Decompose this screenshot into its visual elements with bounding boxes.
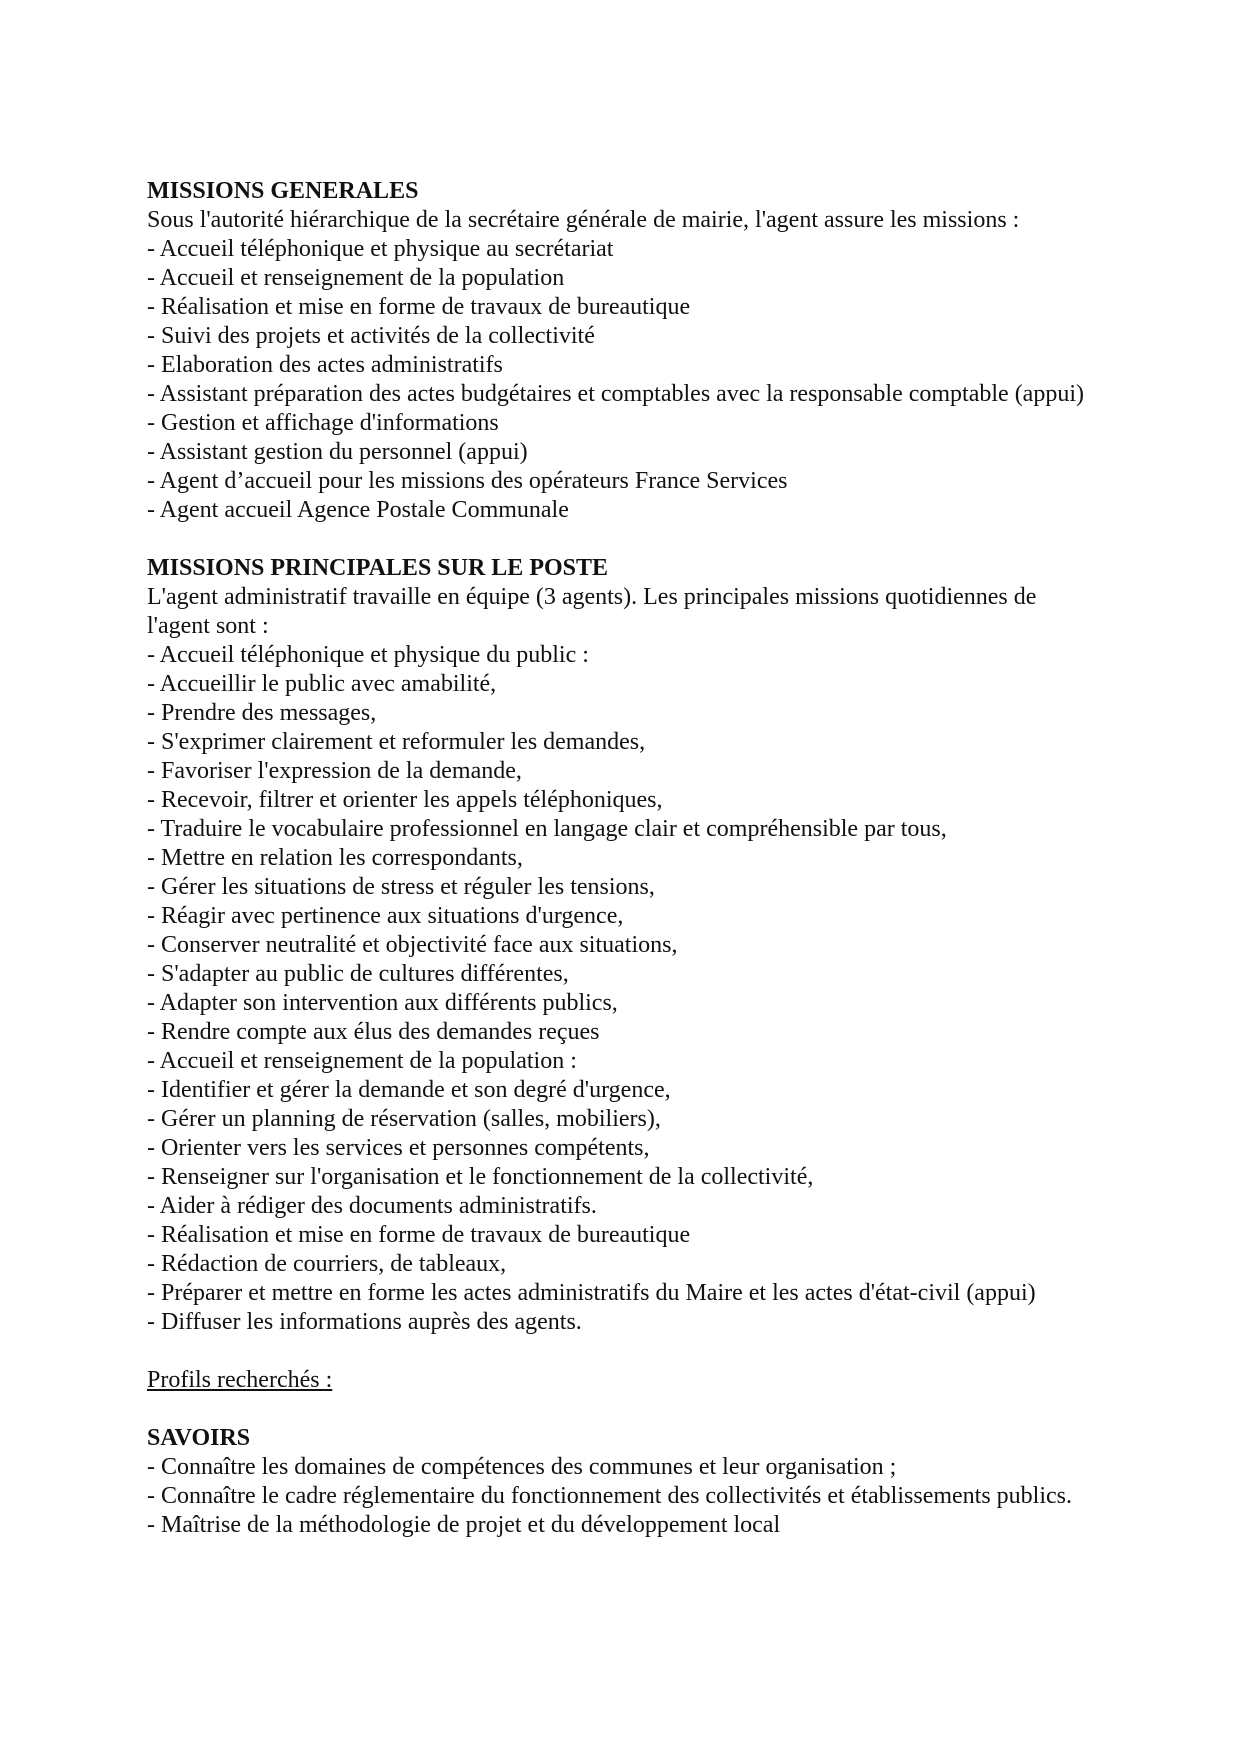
profils-recherches-label: Profils recherchés : [147, 1367, 333, 1393]
missions-principales-line: - Accueil téléphonique et physique du public : [147, 642, 589, 668]
savoirs-line: - Maîtrise de la méthodologie de projet et du développement local [147, 1512, 781, 1538]
missions-generales-line: - Accueil téléphonique et physique au secrétariat [147, 236, 614, 262]
missions-generales-line: - Suivi des projets et activités de la collectivité [147, 323, 595, 349]
missions-principales-line: - Identifier et gérer la demande et son degré d'urgence, [147, 1077, 671, 1103]
missions-principales-line: - Gérer un planning de réservation (salles, mobiliers), [147, 1106, 661, 1132]
missions-principales-line: - Rendre compte aux élus des demandes reçues [147, 1019, 600, 1045]
missions-principales-line: - Renseigner sur l'organisation et le fonctionnement de la collectivité, [147, 1164, 814, 1190]
missions-principales-line: - Prendre des messages, [147, 700, 377, 726]
missions-principales-line: - Orienter vers les services et personnes compétents, [147, 1135, 650, 1161]
missions-generales-line: - Gestion et affichage d'informations [147, 410, 499, 436]
savoirs-line: - Connaître le cadre réglementaire du fonctionnement des collectivités et établissements publics. [147, 1483, 1073, 1509]
missions-generales-line: - Assistant gestion du personnel (appui) [147, 439, 528, 465]
missions-principales-line: L'agent administratif travaille en équipe (3 agents). Les principales missions quotidiennes de l'agent sont : [147, 584, 1037, 639]
missions-principales-line: - Favoriser l'expression de la demande, [147, 758, 522, 784]
missions-principales-line: - Recevoir, filtrer et orienter les appels téléphoniques, [147, 787, 663, 813]
missions-principales-line: - S'exprimer clairement et reformuler les demandes, [147, 729, 646, 755]
missions-principales-line: - Gérer les situations de stress et réguler les tensions, [147, 874, 655, 900]
section-spacer [147, 1337, 1097, 1366]
missions-principales-line: - Conserver neutralité et objectivité face aux situations, [147, 932, 678, 958]
document-content [147, 177, 1097, 1540]
missions-principales-line: - Rédaction de courriers, de tableaux, [147, 1251, 507, 1277]
missions-principales-line: - Aider à rédiger des documents administratifs. [147, 1193, 597, 1219]
missions-generales-line: - Assistant préparation des actes budgétaires et comptables avec la responsable comptable (appui) [147, 381, 1084, 407]
missions-generales-line: - Agent d’accueil pour les missions des opérateurs France Services [147, 468, 788, 494]
savoirs-line: - Connaître les domaines de compétences des communes et leur organisation ; [147, 1454, 897, 1480]
missions-generales-line: - Agent accueil Agence Postale Communale [147, 497, 569, 523]
missions-generales-line: Sous l'autorité hiérarchique de la secrétaire générale de mairie, l'agent assure les missions : [147, 207, 1020, 233]
missions-principales-heading: MISSIONS PRINCIPALES SUR LE POSTE [147, 555, 609, 581]
missions-principales-line: - Adapter son intervention aux différents publics, [147, 990, 618, 1016]
missions-generales-line: - Accueil et renseignement de la population [147, 265, 565, 291]
missions-generales-line: - Elaboration des actes administratifs [147, 352, 503, 378]
savoirs-section [147, 1424, 1097, 1540]
missions-principales-line: - S'adapter au public de cultures différentes, [147, 961, 569, 987]
missions-generales-section [147, 177, 1097, 525]
missions-principales-line: - Réagir avec pertinence aux situations d'urgence, [147, 903, 624, 929]
missions-generales-line: - Réalisation et mise en forme de travaux de bureautique [147, 294, 691, 320]
profils-section [147, 1366, 1097, 1395]
missions-principales-line: - Traduire le vocabulaire professionnel en langage clair et compréhensible par tous, [147, 816, 947, 842]
missions-principales-line: - Accueillir le public avec amabilité, [147, 671, 497, 697]
missions-principales-line: - Préparer et mettre en forme les actes administratifs du Maire et les actes d'état-civil (appui) [147, 1280, 1036, 1306]
missions-principales-line: - Réalisation et mise en forme de travaux de bureautique [147, 1222, 691, 1248]
missions-principales-section [147, 554, 1097, 1337]
missions-principales-line: - Mettre en relation les correspondants, [147, 845, 523, 871]
section-spacer [147, 1395, 1097, 1424]
savoirs-heading: SAVOIRS [147, 1425, 251, 1451]
missions-principales-line: - Accueil et renseignement de la population : [147, 1048, 577, 1074]
missions-principales-line: - Diffuser les informations auprès des agents. [147, 1309, 582, 1335]
section-spacer [147, 525, 1097, 554]
missions-generales-heading: MISSIONS GENERALES [147, 178, 419, 204]
